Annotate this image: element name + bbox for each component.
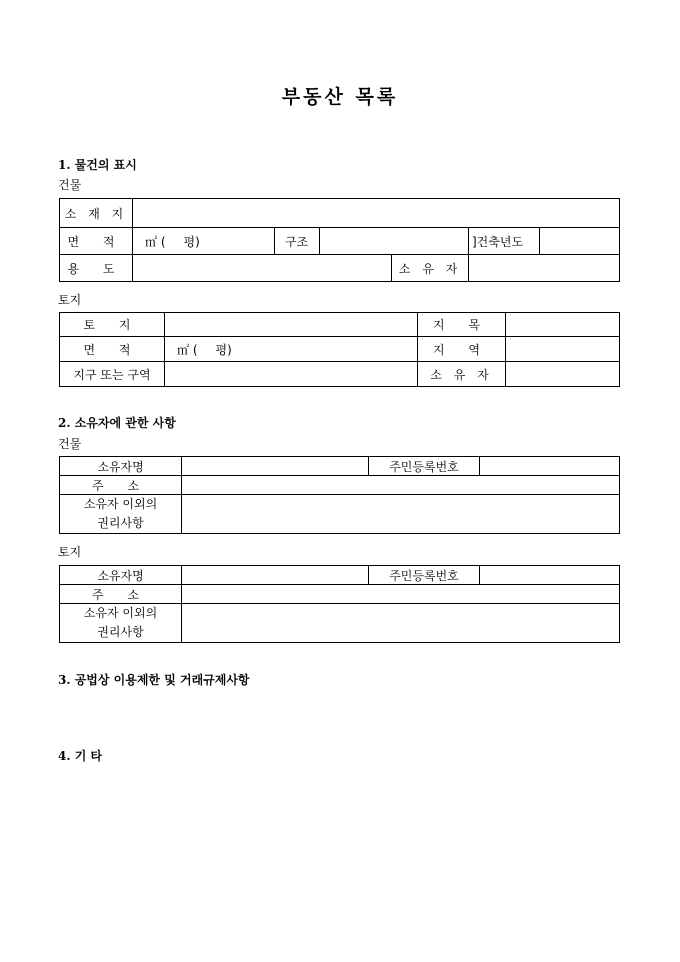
owner-name-label: 소유자명	[60, 457, 182, 476]
usage-label: 용 도	[60, 255, 133, 282]
district-label: 지구 또는 구역	[60, 362, 165, 387]
structure-label: 구조	[275, 228, 320, 255]
land-other-rights-line2: 권리사항	[97, 625, 144, 639]
land-address-label: 주 소	[60, 585, 182, 604]
page-title: 부동산 목록	[281, 86, 399, 108]
land-area-pyeong: 평)	[215, 342, 232, 357]
section2-land-label: 토지	[58, 545, 82, 559]
land-zone-label: 지 역	[418, 337, 506, 362]
address-field[interactable]	[182, 476, 620, 495]
location-field[interactable]	[133, 199, 620, 228]
land-address-field[interactable]	[182, 585, 620, 604]
building-owner-field[interactable]	[469, 255, 620, 282]
section3-heading: 3. 공법상 이용제한 및 거래규제사항	[58, 673, 250, 687]
address-label: 주 소	[60, 476, 182, 495]
land-other-rights-label	[60, 604, 182, 643]
other-rights-line2: 권리사항	[97, 516, 144, 530]
land-zone-field[interactable]	[506, 337, 620, 362]
land-other-rights-field[interactable]	[182, 604, 620, 643]
land-other-rights-line1: 소유자 이외의	[83, 606, 158, 620]
other-rights-label	[60, 495, 182, 534]
land-owner-name-field[interactable]	[182, 566, 369, 585]
land-category-field[interactable]	[506, 313, 620, 337]
building-area-label: 면 적	[60, 228, 133, 255]
building-label: 건물	[58, 178, 82, 192]
building-area-field[interactable]	[133, 228, 275, 255]
land-table	[59, 312, 620, 387]
land-lot-label: 토 지	[60, 313, 165, 337]
land-owner-name-label: 소유자명	[60, 566, 182, 585]
land-area-unit: ㎡ (	[177, 342, 198, 357]
land-owner-field[interactable]	[506, 362, 620, 387]
area-pyeong: 평)	[183, 234, 200, 249]
land-category-label: 지 목	[418, 313, 506, 337]
other-rights-field[interactable]	[182, 495, 620, 534]
building-table	[59, 198, 620, 282]
resident-no-field[interactable]	[480, 457, 620, 476]
land-resident-no-field[interactable]	[480, 566, 620, 585]
land-label: 토지	[58, 293, 82, 307]
section1-heading: 1. 물건의 표시	[58, 158, 137, 172]
section2-heading: 2. 소유자에 관한 사항	[58, 416, 176, 430]
area-unit: ㎡ (	[145, 234, 166, 249]
other-rights-line1: 소유자 이외의	[83, 497, 158, 511]
land-area-field[interactable]	[165, 337, 418, 362]
land-lot-field[interactable]	[165, 313, 418, 337]
land-resident-no-label: 주민등록번호	[369, 566, 480, 585]
section2-building-label: 건물	[58, 437, 82, 451]
location-label: 소 재 지	[60, 199, 133, 228]
building-owner-label: 소 유 자	[392, 255, 469, 282]
section4-heading: 4. 기 타	[58, 749, 103, 763]
owner-name-field[interactable]	[182, 457, 369, 476]
land-owner-label: 소 유 자	[418, 362, 506, 387]
land-area-label: 면 적	[60, 337, 165, 362]
district-field[interactable]	[165, 362, 418, 387]
usage-field[interactable]	[133, 255, 392, 282]
structure-field[interactable]	[320, 228, 469, 255]
resident-no-label: 주민등록번호	[369, 457, 480, 476]
built-year-field[interactable]	[540, 228, 620, 255]
land-owner-table	[59, 565, 620, 643]
built-year-label: ]건축년도	[469, 228, 540, 255]
building-owner-table	[59, 456, 620, 534]
